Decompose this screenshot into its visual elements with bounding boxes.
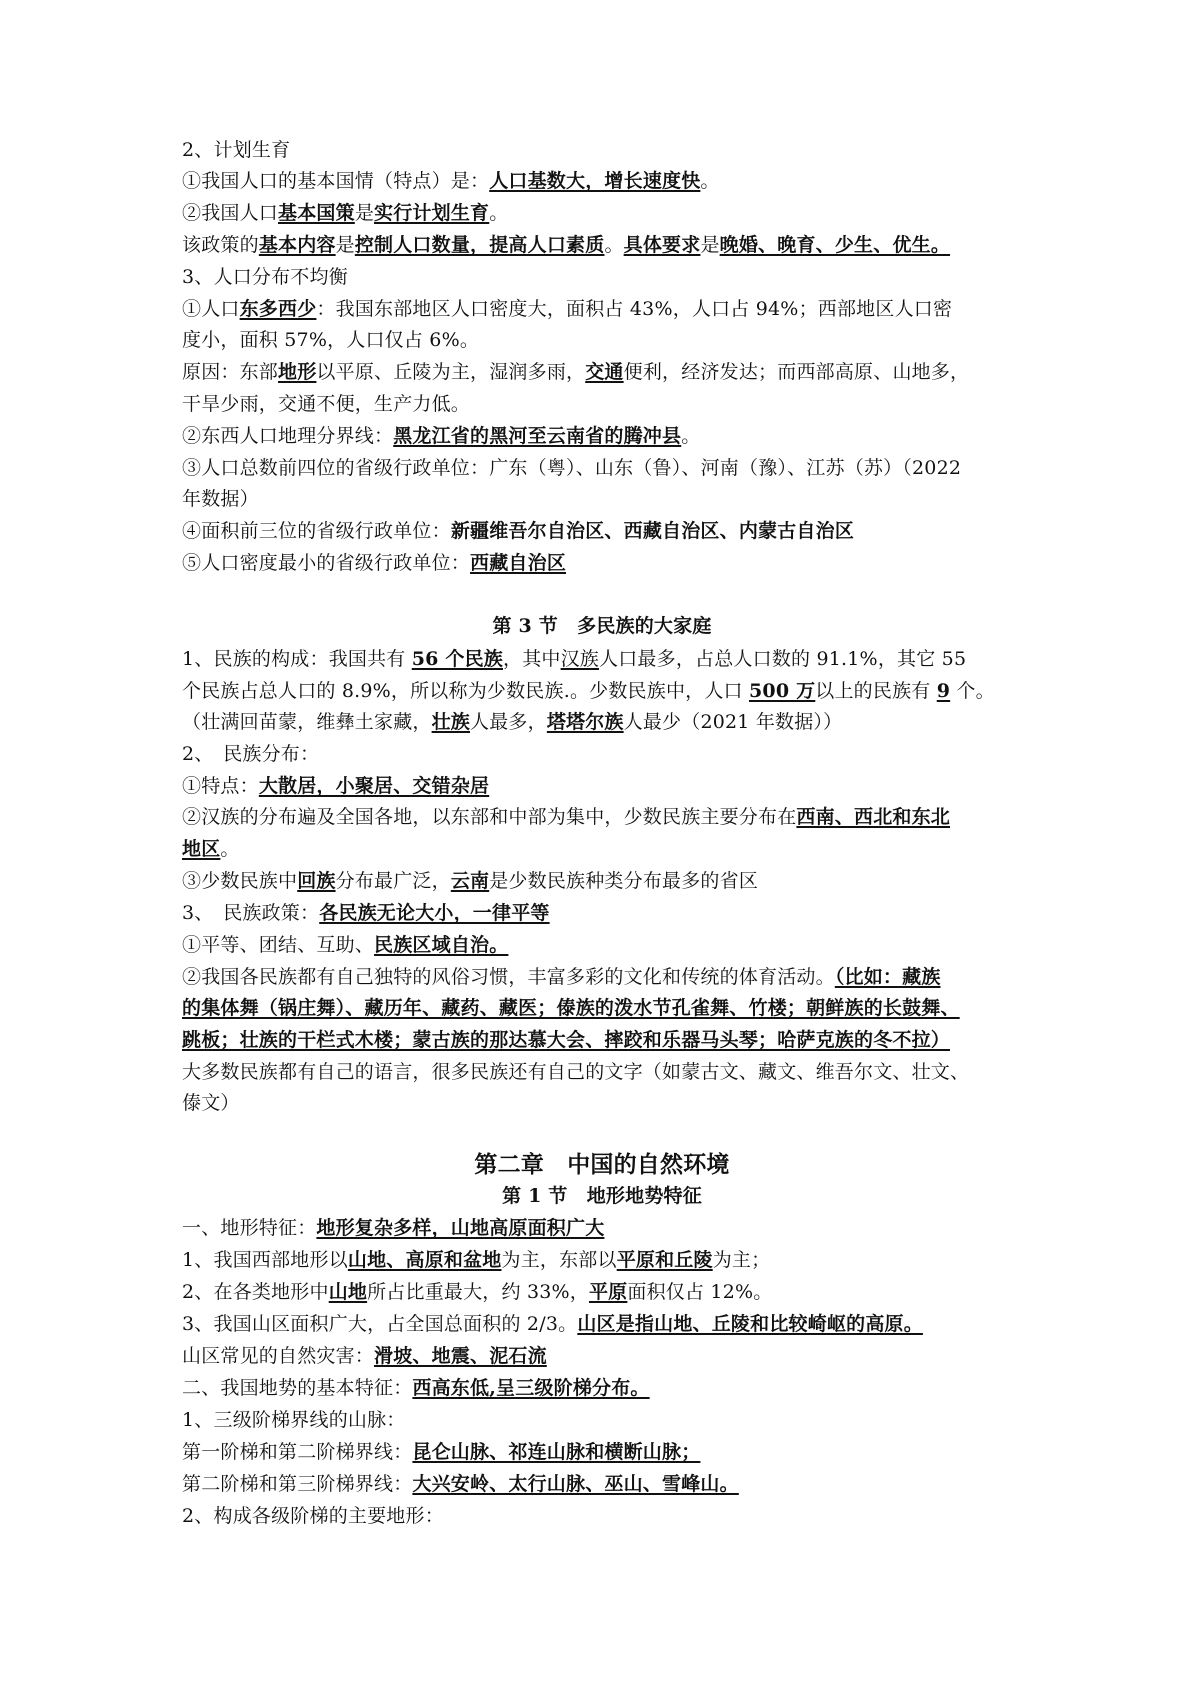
text-line [182,1471,1022,1497]
text-run: 3、人口分布不均衡 [182,266,348,288]
emphasized-text: 交通 [585,361,624,383]
emphasized-text: 大散居，小聚居、交错杂居 [258,775,490,797]
emphasized-text: 9 [936,680,951,702]
text-run: 2、计划生育 [182,139,291,161]
chapter-title [182,1150,1022,1180]
emphasized-text: 跳板；壮族的干栏式木楼；蒙古族的那达慕大会、摔跤和乐器马头琴；哈萨克族的冬不拉） [182,1029,951,1051]
text-run: ①特点： [182,775,259,797]
emphasized-text: 的集体舞（锅庄舞）、藏历年、藏药、藏医；傣族的泼水节孔雀舞、竹楼；朝鲜族的长鼓舞、 [182,997,960,1019]
emphasized-text: 塔塔尔族 [546,711,624,733]
text-line [182,168,1022,194]
emphasized-text: 晚婚、晚育、少生、优生。 [719,234,951,256]
text-line [182,1407,1022,1433]
text-run: 原因：东部 [182,361,279,383]
text-run: 人最多， [470,711,547,733]
text-run: ③人口总数前四位的省级行政单位：广东（粤）、山东（鲁）、河南（豫）、江苏（苏）（2022 [182,457,962,479]
text-run: 分布最广泛， [335,870,451,892]
text-line [182,550,1022,576]
emphasized-text: 500 万 [749,680,816,702]
emphasized-text: 新疆维吾尔自治区、西藏自治区、内蒙古自治区 [450,520,855,542]
text-run: ④面积前三位的省级行政单位： [182,520,451,542]
text-run: 是 [700,234,720,256]
emphasized-text: 西高东低,呈三级阶梯分布。 [412,1377,650,1399]
text-line [182,932,1022,958]
text-run: 1、我国西部地形以 [182,1249,348,1271]
text-line [182,964,1022,990]
text-run: 该政策的 [182,234,259,256]
text-line [182,804,1022,830]
text-run: 第 3 节 多民族的大家庭 [492,615,712,637]
text-line [182,1247,1022,1273]
section-title [182,613,1022,639]
emphasized-text: （比如：藏族 [834,966,941,988]
text-line [182,455,1022,481]
text-run: 。 [681,425,701,447]
text-line [182,900,1022,926]
text-line [182,264,1022,290]
text-line [182,773,1022,799]
text-run: ②汉族的分布遍及全国各地，以东部和中部为集中，少数民族主要分布在 [182,806,797,828]
emphasized-text: 汉族 [560,648,600,670]
text-line [182,1439,1022,1465]
emphasized-text: 人口基数大，增长速度快 [489,170,701,192]
emphasized-text: 地区 [182,838,221,860]
text-line [182,232,1022,258]
emphasized-text: 基本国策 [278,202,355,224]
text-run: ⑤人口密度最小的省级行政单位： [182,552,471,574]
emphasized-text: 山区是指山地、丘陵和比较崎岖的高原。 [577,1313,923,1335]
text-run: ③少数民族中 [182,870,298,892]
text-run: ，其中 [503,648,561,670]
text-run: 个。 [950,680,995,702]
emphasized-text: 回族 [297,870,336,892]
text-run: ①平等、团结、互助、 [182,934,375,956]
text-run: 。 [604,234,624,256]
text-run: 山区常见的自然灾害： [182,1345,375,1367]
text-run: 1、三级阶梯界线的山脉： [182,1409,406,1431]
emphasized-text: 昆仑山脉、祁连山脉和横断山脉； [412,1441,701,1463]
emphasized-text: 山地 [328,1281,368,1303]
text-run: （壮满回苗蒙，维彝土家藏， [182,711,432,733]
text-line [182,1027,1022,1053]
emphasized-text: 地形复杂多样，山地高原面积广大 [316,1217,605,1239]
text-run: 大多数民族都有自己的语言，很多民族还有自己的文字（如蒙古文、藏文、维吾尔文、壮文、 [182,1061,970,1083]
emphasized-text: 民族区域自治。 [374,934,509,956]
text-run: 便利，经济发达；而西部高原、山地多， [623,361,970,383]
emphasized-text: 大兴安岭、太行山脉、巫山、雪峰山。 [412,1473,739,1495]
text-line [182,1059,1022,1085]
text-run: 3、 民族政策： [182,902,320,924]
emphasized-text: 实行计划生育 [374,202,490,224]
text-line [182,709,1022,735]
text-run: 以平原、丘陵为主，湿润多雨， [316,361,586,383]
text-run: 是 [354,202,375,224]
text-run: 人最少（2021 年数据）） [623,711,843,733]
text-line [182,646,1022,672]
emphasized-text: 西藏自治区 [470,552,567,574]
text-line [182,1343,1022,1369]
text-run: 。 [489,202,509,224]
text-run: 一、地形特征： [182,1217,317,1239]
emphasized-text: 壮族 [431,711,471,733]
text-run: ②我国各民族都有自己独特的风俗习惯，丰富多彩的文化和传统的体育活动。 [182,966,835,988]
text-run: 2、在各类地形中 [182,1281,329,1303]
emphasized-text: 地形 [278,361,317,383]
text-line [182,327,1022,353]
text-run: 是 [335,234,355,256]
text-run: 人口最多，占总人口数的 91.1%，其它 55 [599,648,967,670]
text-run: 1、民族的构成：我国共有 [182,648,412,670]
text-run: 2、 民族分布： [182,743,320,765]
text-run: 以上的民族有 [815,680,937,702]
text-line [182,518,1022,544]
text-line [182,391,1022,417]
text-line [182,678,1022,704]
text-run: 个民族占总人口的 8.9%，所以称为少数民族.。少数民族中，人口 [182,680,749,702]
text-line [182,296,1022,322]
text-line [182,836,1022,862]
text-run: 年数据） [182,488,259,510]
text-line [182,741,1022,767]
text-line [182,200,1022,226]
text-run: 是少数民族种类分布最多的省区 [489,870,759,892]
text-line [182,137,1022,163]
text-run: 所占比重最大，约 33%， [367,1281,589,1303]
text-line [182,1279,1022,1305]
text-line [182,1311,1022,1337]
text-line [182,359,1022,385]
emphasized-text: 平原和丘陵 [616,1249,713,1271]
emphasized-text: 滑坡、地震、泥石流 [374,1345,547,1367]
emphasized-text: 控制人口数量，提高人口素质 [354,234,605,256]
text-run: ①我国人口的基本国情（特点）是： [182,170,490,192]
text-line [182,995,1022,1021]
text-run: 第一阶梯和第二阶梯界线： [182,1441,413,1463]
text-run: 为主； [712,1249,771,1271]
text-run: 第二章 中国的自然环境 [474,1151,730,1178]
text-run: 。 [220,838,240,860]
text-run: 面积仅占 12%。 [627,1281,773,1303]
text-run: 傣文） [182,1092,240,1114]
emphasized-text: 西南、西北和东北 [796,806,951,828]
section-title [182,1183,1022,1209]
text-line [182,868,1022,894]
text-run: 度小，面积 57%，人口仅占 6%。 [182,329,480,351]
text-run: ①人口 [182,298,240,320]
emphasized-text: 云南 [450,870,490,892]
text-line [182,423,1022,449]
text-line [182,1215,1022,1241]
emphasized-text: 山地、高原和盆地 [347,1249,502,1271]
emphasized-text: 基本内容 [258,234,336,256]
emphasized-text: 具体要求 [623,234,701,256]
emphasized-text: 东多西少 [239,298,317,320]
emphasized-text: 平原 [588,1281,628,1303]
text-line [182,486,1022,512]
text-run: 二、我国地势的基本特征： [182,1377,413,1399]
emphasized-text: 各民族无论大小，一律平等 [319,902,550,924]
text-run: 第二阶梯和第三阶梯界线： [182,1473,413,1495]
text-run: ②东西人口地理分界线： [182,425,394,447]
text-run: ：我国东部地区人口密度大，面积占 43%，人口占 94%；西部地区人口密 [316,298,953,320]
text-run: 干旱少雨，交通不便，生产力低。 [182,393,471,415]
text-run: 2、构成各级阶梯的主要地形： [182,1505,444,1527]
text-run: 为主，东部以 [501,1249,617,1271]
text-run: 。 [700,170,720,192]
emphasized-text: 黑龙江省的黑河至云南省的腾冲县 [393,425,682,447]
text-line [182,1090,1022,1116]
text-line [182,1375,1022,1401]
text-run: 第 1 节 地形地势特征 [502,1185,702,1207]
emphasized-text: 56 个民族 [411,648,503,670]
text-line [182,1503,1022,1529]
text-run: ②我国人口 [182,202,279,224]
text-run: 3、我国山区面积广大，占全国总面积的 2/3。 [182,1313,578,1335]
